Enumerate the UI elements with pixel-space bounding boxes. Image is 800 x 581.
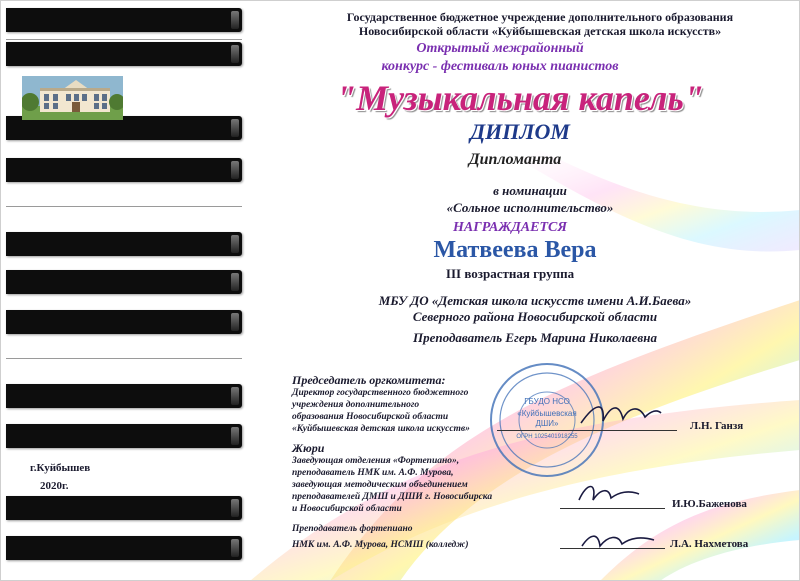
jury-block xyxy=(292,442,532,515)
stamp-text-top: ГБУДО НСО xyxy=(524,397,570,406)
awarded-label: НАГРАЖДАЕТСЯ xyxy=(453,220,567,235)
recipient-name: Матвеева Вера xyxy=(433,237,597,263)
festival-line-2: конкурс - фестиваль юных пианистов xyxy=(381,59,619,74)
place: г.Куйбышев xyxy=(30,462,91,474)
festival-line-1: Открытый межрайонный xyxy=(416,41,584,56)
teacher-line: Преподаватель Егерь Марина Николаевна xyxy=(413,330,657,345)
jury2-signer: Л.А. Нахметова xyxy=(670,538,749,550)
festival-title: "Музыкальная капель" xyxy=(336,78,704,118)
chairman-signature xyxy=(575,395,665,431)
header-line-2: Новосибирской области «Куйбышевская детская школа искусств» xyxy=(358,24,722,38)
chairman-heading: Председатель оргкомитета: xyxy=(292,373,446,387)
festival-subtitle xyxy=(330,40,670,76)
nomination xyxy=(400,182,660,216)
header-line-1: Государственное бюджетное учреждение дополнительного образования xyxy=(346,10,734,24)
piano-black-key xyxy=(6,270,242,294)
jury-line-5: и Новосибирской области xyxy=(292,504,402,514)
jury2-block xyxy=(292,523,532,551)
piano-black-key xyxy=(6,536,242,560)
piano-key-divider xyxy=(6,206,242,207)
jury-line-2: преподаватель НМК им. А.Ф. Мурова, xyxy=(292,468,454,478)
jury-heading: Жюри xyxy=(292,441,325,455)
jury-line-4: преподавателей ДМШ и ДШИ г. Новосибирска xyxy=(292,492,493,502)
jury-signer: И.Ю.Баженова xyxy=(672,498,747,510)
school-line-1: МБУ ДО «Детская школа искусств имени А.И.Баева» xyxy=(378,293,692,308)
piano-black-key xyxy=(6,310,242,334)
jury2-signature-line xyxy=(560,548,665,549)
age-group: III возрастная группа xyxy=(445,266,575,281)
jury-line-1: Заведующая отделения «Фортепиано», xyxy=(292,456,460,466)
school-name xyxy=(340,293,730,325)
piano-black-key xyxy=(6,8,242,32)
piano-key-divider xyxy=(6,358,242,359)
school-line-2: Северного района Новосибирской области xyxy=(412,309,658,324)
stamp-text-ogrn: ОГРН 1025401918255 xyxy=(516,434,578,440)
diploma-degree: Дипломанта xyxy=(468,151,562,168)
chairman-signer: Л.Н. Ганзя xyxy=(690,420,744,432)
piano-black-key xyxy=(6,384,242,408)
jury-signature-line xyxy=(560,508,665,509)
organization-header xyxy=(300,10,780,38)
chairman-line-4: «Куйбышевская детская школа искусств» xyxy=(292,424,470,434)
stamp-text-middle: «Куйбышевская xyxy=(517,409,577,418)
jury2-line-2: НМК им. А.Ф. Мурова, НСМШ (колледж) xyxy=(292,540,469,550)
jury2-line-1: Преподаватель фортепиано xyxy=(292,524,413,534)
piano-black-key xyxy=(6,42,242,66)
nomination-line-2: «Сольное исполнительство» xyxy=(446,200,614,215)
jury-line-3: заведующая методическим объединением xyxy=(292,480,468,490)
chairman-signature-line xyxy=(497,430,677,431)
nomination-line-1: в номинации xyxy=(493,183,567,198)
chairman-line-2: учреждения дополнительного xyxy=(292,400,420,410)
diploma-heading: ДИПЛОМ xyxy=(470,119,570,144)
school-building-photo xyxy=(22,76,123,120)
chairman-block xyxy=(292,373,512,435)
piano-key-divider xyxy=(6,39,242,40)
jury-signature xyxy=(575,478,645,508)
chairman-line-1: Директор государственного бюджетного xyxy=(292,388,469,398)
piano-black-key xyxy=(6,496,242,520)
jury2-signature xyxy=(578,528,658,554)
chairman-line-3: образования Новосибирской области xyxy=(292,412,449,422)
stamp-text-middle-2: ДШИ» xyxy=(535,419,559,428)
year: 2020г. xyxy=(40,480,69,492)
piano-black-key xyxy=(6,424,242,448)
piano-black-key xyxy=(6,158,242,182)
piano-black-key xyxy=(6,232,242,256)
